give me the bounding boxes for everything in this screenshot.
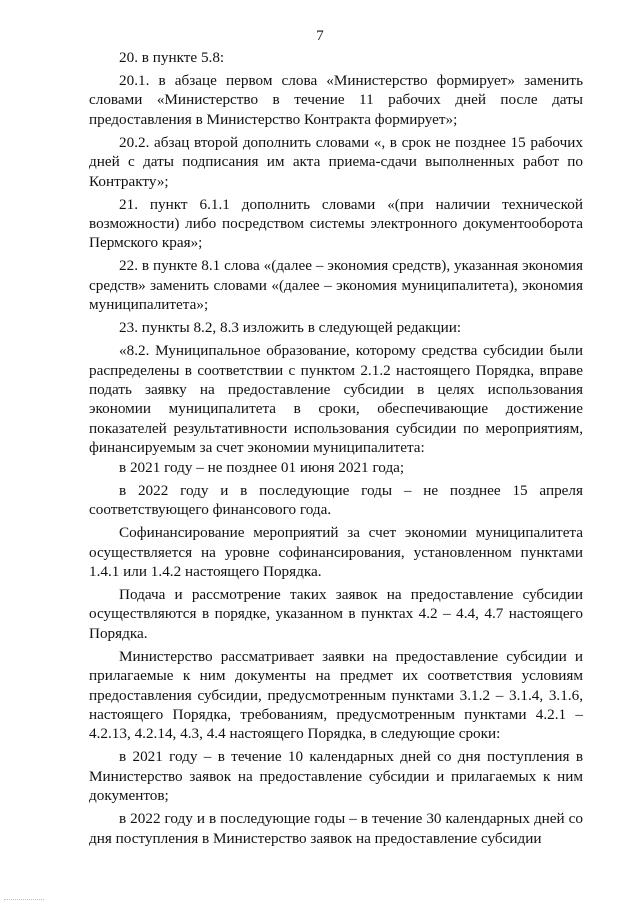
paragraph: Подача и рассмотрение таких заявок на предоставление субсидии осуществляются в порядке, указанном в пунктах 4.2 – 4.4, 4.7 настоящего Порядка. [89, 585, 583, 642]
paragraph: 20. в пункте 5.8: [119, 49, 225, 66]
paragraph: 20.1. в абзаце первом слова «Министерство формирует» заменить словами «Министерство в течение 11 рабочих дней после даты предоставления в Министерство Контракта формирует»; [89, 72, 583, 128]
paragraph: в 2022 году и в последующие годы – не позднее 15 апреля соответствующего финансового года. [89, 481, 583, 519]
paragraph: в 2022 году и в последующие годы – в течение 30 календарных дней со дня поступления в Министерство заявок на предоставление субсидии [89, 810, 583, 847]
page-number: 7 [316, 28, 324, 44]
paragraph: 20.2. абзац второй дополнить словами «, в срок не позднее 15 рабочих дней с даты подписания им акта приема-сдачи выполненных работ по Контракту»; [89, 133, 583, 190]
paragraph: «8.2. Муниципальное образование, которому средства субсидии были распределены в соответствии с пунктом 2.1.2 настоящего Порядка, вправе подать заявку на предоставление субсидии в целях использования экономии муниципалитета в сроки, обеспечивающие достижение показателей результативности использования субсидии по мероприятиям, финансируемым за счет экономии муниципалитета: [89, 342, 583, 457]
paragraph: Министерство рассматривает заявки на предоставление субсидии и прилагаемые к ним документы на предмет их соответствия условиям предоставления субсидии, предусмотренным пунктами 3.1.2 – 3.1.4, 3.1.6, настоящего Порядка, требованиям, предусмотренным пунктами 4.2.1 – 4.2.13, 4.2.14, 4.3, 4.4 настоящего Порядка, в следующие сроки: [89, 647, 583, 743]
paragraph: в 2021 году – в течение 10 календарных дней со дня поступления в Министерство заявок на предоставление субсидии и прилагаемых к ним документов; [89, 748, 583, 805]
document-body [89, 48, 583, 848]
paragraph: 22. в пункте 8.1 слова «(далее – экономия средств), указанная экономия средств» заменить словами «(далее – экономия муниципалитета), экономия муниципалитета»; [89, 257, 583, 314]
paragraph: в 2021 году – не позднее 01 июня 2021 года; [119, 458, 405, 476]
paragraph: 21. пункт 6.1.1 дополнить словами «(при наличии технической возможности) либо посредством системы электронного документооборота Пермского края»; [89, 195, 583, 252]
paragraph: 23. пункты 8.2, 8.3 изложить в следующей редакции: [119, 319, 462, 337]
paragraph: Софинансирование мероприятий за счет экономии муниципалитета осуществляется на уровне софинансирования, установленном пунктами 1.4.1 или 1.4.2 настоящего Порядка. [89, 524, 583, 580]
scan-edge-mark [4, 899, 44, 903]
